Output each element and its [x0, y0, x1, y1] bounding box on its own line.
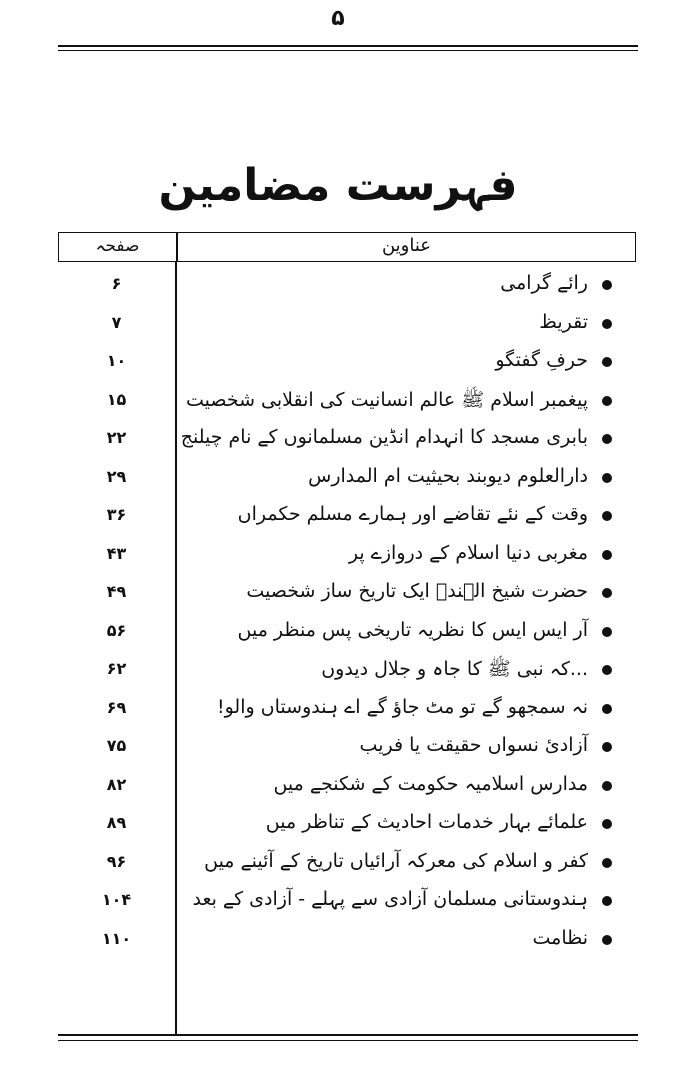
bottom-rule-2	[58, 1040, 638, 1041]
bullet-icon	[602, 357, 612, 367]
entry-title: حضرت شیخ الہندؒ ایک تاریخ ساز شخصیت	[246, 580, 588, 602]
entry-page: ۹۶	[106, 851, 127, 871]
list-item	[58, 690, 636, 729]
header-page-label: صفحہ	[95, 236, 140, 256]
entry-title: نہ سمجھو گے تو مٹ جاؤ گے اے ہندوستاں والو!	[216, 695, 588, 718]
bullet-icon	[602, 473, 612, 483]
entry-title: ...کہ نبی ﷺ کا جاہ و جلال دیدوں	[321, 658, 588, 680]
list-item	[58, 459, 636, 498]
bullet-icon	[602, 588, 612, 598]
bullet-icon	[602, 858, 612, 868]
bullet-icon	[602, 396, 612, 406]
entry-page: ۴۹	[106, 582, 127, 601]
bullet-icon	[602, 819, 612, 829]
list-item	[58, 882, 636, 921]
list-item	[58, 805, 636, 844]
list-item	[58, 497, 636, 536]
bullet-icon	[602, 704, 612, 714]
entry-page: ۱۰۴	[101, 890, 132, 909]
entry-page: ۶۲	[106, 659, 127, 678]
entry-page: ۶۹	[106, 697, 127, 717]
entry-page: ۸۹	[106, 813, 127, 832]
entry-title: رائے گرامی	[500, 272, 588, 294]
contents-list	[58, 266, 636, 959]
bullet-icon	[602, 742, 612, 752]
page-title: فہرست مضامین	[158, 160, 518, 211]
list-item	[58, 574, 636, 613]
list-item	[58, 536, 636, 575]
entry-title: تقریظ	[539, 310, 588, 333]
bullet-icon	[602, 665, 612, 675]
entry-title: نظامت	[532, 926, 588, 949]
entry-title: مغربی دنیا اسلام کے دروازے پر	[348, 541, 588, 564]
entry-title: ہندوستانی مسلمان آزادی سے پہلے - آزادی کے بعد	[192, 888, 588, 910]
list-item	[58, 266, 636, 305]
bottom-rule-1	[58, 1034, 638, 1036]
entry-page: ۸۲	[106, 774, 127, 794]
bullet-icon	[602, 319, 612, 329]
list-item	[58, 343, 636, 382]
top-rule-2	[58, 50, 638, 51]
entry-title: وقت کے نئے تقاضے اور ہمارے مسلم حکمراں	[237, 503, 588, 525]
entry-page: ۴۳	[106, 543, 127, 563]
entry-title: حرفِ گفتگو	[495, 349, 588, 371]
entry-title: پیغمبر اسلام ﷺ عالم انسانیت کی انقلابی شخصیت	[185, 388, 588, 411]
bullet-icon	[602, 896, 612, 906]
entry-page: ۳۶	[106, 505, 127, 524]
list-item	[58, 305, 636, 344]
entry-page: ۱۱۰	[101, 928, 132, 948]
entry-page: ۱۵	[106, 389, 127, 409]
list-item	[58, 921, 636, 960]
entry-title: مدارس اسلامیہ حکومت کے شکنجے میں	[273, 772, 588, 795]
bullet-icon	[602, 511, 612, 521]
list-item	[58, 728, 636, 767]
entry-page: ۲۹	[106, 466, 127, 486]
entry-title: علمائے بہار خدمات احادیث کے تناظر میں	[265, 811, 588, 833]
list-item	[58, 651, 636, 690]
list-item	[58, 613, 636, 652]
entry-title: بابری مسجد کا انہدام انڈین مسلمانوں کے نام چیلنج	[180, 426, 588, 448]
bullet-icon	[602, 280, 612, 290]
contents-header	[58, 232, 636, 262]
entry-page: ۵۶	[106, 620, 127, 640]
entry-page: ۷۵	[106, 736, 127, 755]
header-titles-label: عناوین	[381, 235, 432, 256]
entry-page: ۱۰	[106, 351, 127, 370]
bullet-icon	[602, 935, 612, 945]
entry-page: ۷	[111, 312, 122, 332]
entry-page: ۶	[111, 274, 122, 293]
entry-title: آزادیٔ نسواں حقیقت یا فریب	[359, 734, 588, 756]
page-number: ۵	[331, 6, 345, 31]
list-item	[58, 420, 636, 459]
entry-title: کفر و اسلام کی معرکہ آرائیاں تاریخ کے آئینے میں	[204, 849, 588, 872]
bullet-icon	[602, 627, 612, 637]
list-item	[58, 382, 636, 421]
entry-title: آر ایس ایس کا نظریہ تاریخی پس منظر میں	[237, 618, 588, 641]
bullet-icon	[602, 550, 612, 560]
list-item	[58, 844, 636, 883]
bullet-icon	[602, 434, 612, 444]
top-rule-1	[58, 45, 638, 47]
list-item	[58, 767, 636, 806]
bullet-icon	[602, 781, 612, 791]
entry-page: ۲۲	[106, 428, 127, 447]
entry-title: دارالعلوم دیوبند بحیثیت ام المدارس	[308, 464, 588, 487]
